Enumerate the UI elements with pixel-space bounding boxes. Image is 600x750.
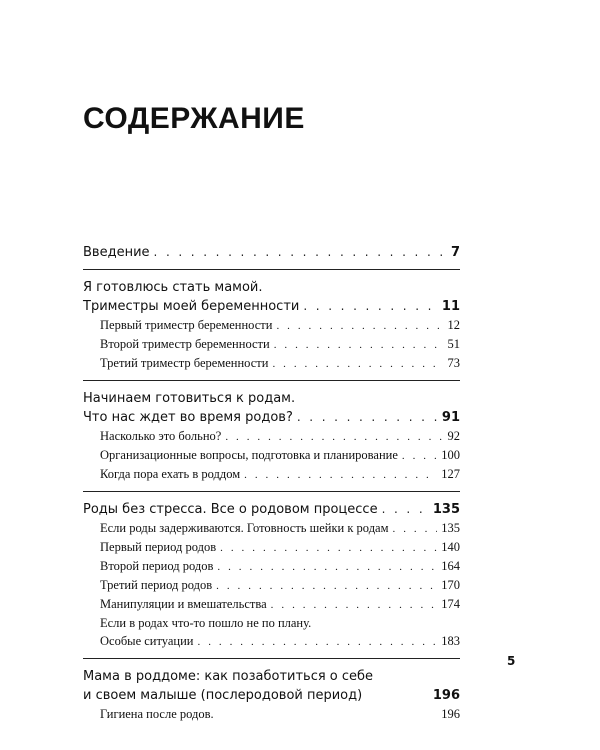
dot-leader (225, 428, 443, 446)
toc-subentry[interactable] (83, 519, 460, 538)
toc-subentry[interactable] (83, 446, 460, 465)
toc-subentry[interactable] (83, 354, 460, 373)
toc-chapter-1 (83, 278, 460, 373)
dot-leader (220, 539, 437, 557)
chapter-title-row[interactable] (83, 297, 460, 316)
dot-leader (297, 408, 438, 427)
toc-chapter-3 (83, 500, 460, 651)
dot-leader (198, 633, 438, 651)
subentry-page: 140 (441, 540, 460, 554)
chapter-title-row[interactable] (83, 408, 460, 427)
subentry-page: 170 (441, 578, 460, 592)
chapter-title-line2: Триместры моей беременности (83, 299, 300, 314)
subentry-page: 135 (441, 521, 460, 535)
subentry-title: Второй триместр беременности (100, 337, 270, 351)
subentry-page: 183 (441, 634, 460, 648)
subentry-title: Первый период родов (100, 540, 217, 554)
page-number: 5 (507, 654, 516, 668)
toc-chapter-4 (83, 667, 460, 724)
toc-subentry[interactable] (83, 335, 460, 354)
chapter-title-line2: Что нас ждет во время родов? (83, 410, 293, 425)
subentry-page: 51 (447, 337, 460, 351)
dot-leader (217, 558, 437, 576)
chapter-page: 91 (441, 410, 460, 425)
dot-leader (276, 317, 443, 335)
toc-subentry[interactable] (83, 316, 460, 335)
subentry-page: 174 (441, 597, 460, 611)
chapter-title-line1[interactable]: Мама в роддоме: как позаботиться о себе (83, 669, 374, 684)
toc-subentry[interactable] (83, 576, 460, 595)
subentry-title-line1[interactable]: Если в родах что-то пошло не по плану. (100, 616, 312, 630)
dot-leader (154, 243, 447, 262)
subentry-page: 12 (447, 318, 460, 332)
dot-leader (393, 520, 438, 538)
dot-leader (303, 297, 438, 316)
subentry-page: 164 (441, 559, 460, 573)
subentry-title: Второй период родов (100, 559, 214, 573)
toc-subentry[interactable] (83, 632, 460, 651)
section-divider (83, 269, 460, 270)
subentry-page: 196 (441, 707, 460, 721)
subentry-title: Первый триместр беременности (100, 318, 273, 332)
toc-subentry[interactable] (83, 465, 460, 484)
dot-leader (402, 447, 437, 465)
subentry-title: Третий триместр беременности (100, 356, 269, 370)
subentry-title: Организационные вопросы, подготовка и планирование (100, 448, 398, 462)
chapter-page: 196 (432, 688, 460, 703)
toc-subentry[interactable] (83, 427, 460, 446)
subentry-title: Если роды задерживаются. Готовность шейки к родам (100, 521, 389, 535)
chapter-page: 11 (441, 299, 460, 314)
subentry-title-line2: Особые ситуации (100, 634, 194, 648)
chapter-title-row[interactable] (83, 500, 460, 519)
dot-leader (274, 336, 444, 354)
subentry-page: 100 (441, 448, 460, 462)
subentry-title: Третий период родов (100, 578, 213, 592)
toc-entry-intro[interactable] (83, 243, 460, 262)
subentry-page: 73 (447, 356, 460, 370)
section-divider (83, 491, 460, 492)
toc-entry-page: 7 (450, 245, 460, 260)
dot-leader (382, 500, 429, 519)
toc-entry-title: Введение (83, 245, 150, 260)
subentry-title: Когда пора ехать в роддом (100, 467, 241, 481)
table-of-contents (83, 243, 460, 724)
chapter-title-line1[interactable]: Начинаем готовиться к родам. (83, 391, 296, 406)
chapter-title-line2: и своем малыше (послеродовой период) (83, 688, 363, 703)
dot-leader (272, 355, 443, 373)
chapter-title-row[interactable] (83, 686, 460, 705)
chapter-title-line1[interactable]: Я готовлюсь стать мамой. (83, 280, 263, 295)
dot-leader (216, 577, 437, 595)
subentry-title: Насколько это больно? (100, 429, 222, 443)
section-divider (83, 658, 460, 659)
subentry-page: 127 (441, 467, 460, 481)
page-title: СОДЕРЖАНИЕ (83, 102, 305, 135)
toc-subentry[interactable] (83, 705, 460, 724)
dot-leader (271, 596, 438, 614)
section-divider (83, 380, 460, 381)
subentry-page: 92 (447, 429, 460, 443)
toc-subentry[interactable] (83, 538, 460, 557)
chapter-page: 135 (432, 502, 460, 517)
subentry-title: Манипуляции и вмешательства (100, 597, 267, 611)
dot-leader (244, 466, 437, 484)
toc-subentry[interactable] (83, 557, 460, 576)
subentry-title: Гигиена после родов. (100, 707, 214, 721)
chapter-title: Роды без стресса. Все о родовом процессе (83, 502, 378, 517)
toc-chapter-2 (83, 389, 460, 484)
toc-subentry[interactable] (83, 595, 460, 614)
